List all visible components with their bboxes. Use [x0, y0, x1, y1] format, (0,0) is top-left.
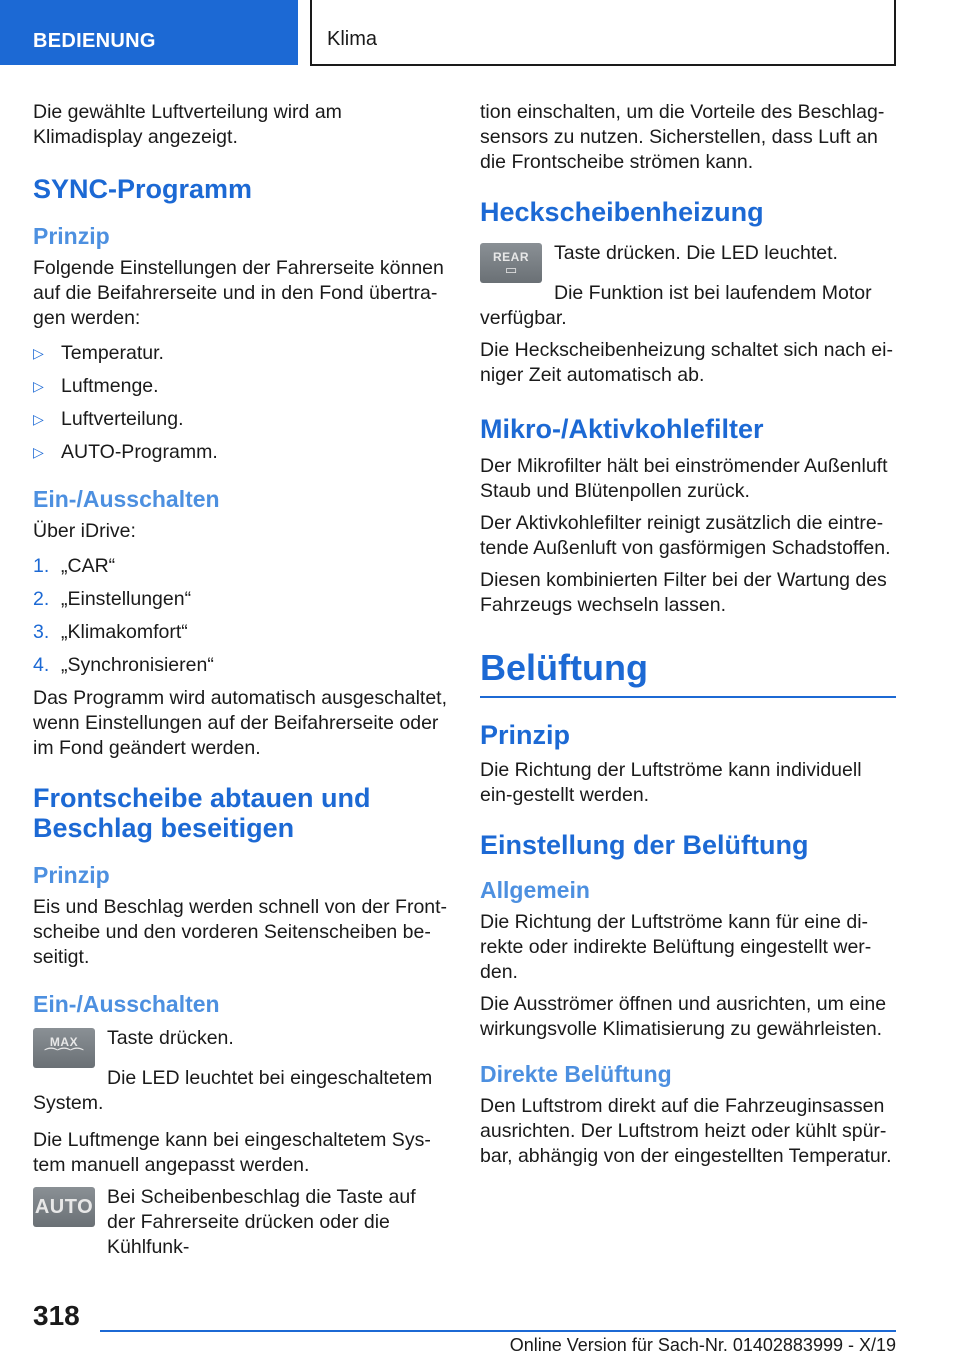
step-text: „Klimakomfort“: [61, 621, 188, 643]
rear-row: [480, 241, 896, 283]
list-item: [33, 341, 449, 366]
heck-heading: Heckscheibenheizung: [480, 197, 764, 227]
heck-text-1: Taste drücken. Die LED leuchtet.: [554, 242, 838, 264]
max-text-1: Taste drücken.: [107, 1027, 234, 1049]
mikro-p1: Der Mikrofilter hält bei einströmender Außenluft Staub und Blütenpollen zurück.: [480, 455, 888, 502]
sync-ein-text: Über iDrive:: [33, 520, 136, 542]
intro-paragraph: Die gewählte Luftverteilung wird am Klimadisplay angezeigt.: [33, 101, 342, 148]
sync-prinzip-heading: Prinzip: [33, 223, 110, 249]
allgemein-heading: Allgemein: [480, 877, 590, 903]
list-item: [33, 440, 449, 465]
sync-heading: SYNC-Programm: [33, 174, 253, 204]
front-prinzip-heading: Prinzip: [33, 862, 110, 888]
list-item-text: Temperatur.: [61, 342, 164, 364]
sync-note: Das Programm wird automatisch ausgeschaltet, wenn Einstellungen auf der Beifahrerseite oder im Fond geändert werden.: [33, 687, 448, 759]
rear-defrost-wave-icon: ▭: [504, 261, 518, 277]
list-item-text: AUTO-Programm.: [61, 441, 218, 463]
list-item: [33, 653, 449, 678]
section-tab: BEDIENUNG: [0, 0, 298, 65]
step-number: 4.: [33, 654, 50, 676]
list-item: [33, 620, 449, 645]
heck-text-2: Die Funktion ist bei laufendem Motor verfügbar.: [480, 282, 872, 329]
einstellung-heading: Einstellung der Belüftung: [480, 830, 809, 860]
list-item-text: Luftmenge.: [61, 375, 159, 397]
direkt-heading: Direkte Belüftung: [480, 1061, 672, 1087]
step-text: „Einstellungen“: [61, 588, 192, 610]
mikro-p3: Diesen kombinierten Filter bei der Wartung des Fahrzeugs wechseln lassen.: [480, 569, 887, 616]
front-prinzip-text: Eis und Beschlag werden schnell von der Front-scheibe und den vorderen Seitenscheiben be-seitigt.: [33, 896, 448, 968]
footer-divider: [100, 1330, 896, 1332]
page-number: 318: [33, 1300, 80, 1331]
allg-p1: Die Richtung der Luftströme kann für eine di-rekte oder indirekte Belüftung eingestellt wer-den.: [480, 911, 872, 983]
auto-text: Bei Scheibenbeschlag die Taste auf der Fahrerseite drücken oder die Kühlfunk-: [107, 1186, 416, 1258]
step-number: 3.: [33, 621, 50, 643]
direkt-text: Den Luftstrom direkt auf die Fahrzeuginsassen ausrichten. Der Luftstrom heizt oder kühlt spür-bar, abhängig von der eingestellten Temperatur.: [480, 1095, 892, 1167]
continued-text: tion einschalten, um die Vorteile des Beschlag-sensors zu nutzen. Sicherstellen, dass Luft an die Frontscheibe strömen kann.: [480, 101, 885, 173]
right-column: [480, 100, 896, 1176]
sync-prinzip-text: Folgende Einstellungen der Fahrerseite können auf die Beifahrerseite und in den Fond übertra-gen werden:: [33, 257, 444, 329]
step-text: „Synchronisieren“: [61, 654, 214, 676]
rear-defrost-button-icon: [480, 243, 542, 283]
bullet-triangle-icon: ▷: [33, 345, 44, 361]
left-column: [33, 100, 449, 1260]
step-number: 2.: [33, 588, 50, 610]
max-button-label: MAX: [49, 1034, 79, 1049]
step-number: 1.: [33, 555, 50, 577]
front-heading: Frontscheibe abtauen und Beschlag beseitigen: [33, 783, 371, 843]
heck-text-3: Die Heckscheibenheizung schaltet sich nach ei-niger Zeit automatisch ab.: [480, 339, 893, 386]
bel-prinzip-text: Die Richtung der Luftströme kann individuell ein-gestellt werden.: [480, 759, 862, 806]
bullet-triangle-icon: ▷: [33, 378, 44, 394]
rear-button-label: REAR: [492, 249, 529, 264]
mikro-p2: Der Aktivkohlefilter reinigt zusätzlich die eintre-tende Außenluft von gasförmigen Schadstoffen.: [480, 512, 891, 559]
sync-ein-heading: Ein-/Ausschalten: [33, 486, 220, 512]
max-text-2: Die LED leuchtet bei eingeschaltetem System.: [33, 1067, 433, 1114]
list-item: [33, 374, 449, 399]
footer-online-version: Online Version für Sach-Nr. 01402883999 - X/19: [509, 1335, 896, 1355]
allg-p2: Die Ausströmer öffnen und ausrichten, um eine wirkungsvolle Klimatisierung zu gewährleisten.: [480, 993, 887, 1040]
list-item-text: Luftverteilung.: [61, 408, 184, 430]
max-row: [33, 1026, 449, 1068]
rear-text: [554, 241, 838, 283]
list-item: [33, 554, 449, 579]
auto-row: [33, 1185, 449, 1260]
auto-button-label: AUTO: [34, 1196, 94, 1218]
bel-prinzip-heading: Prinzip: [480, 720, 571, 750]
max-text: [107, 1026, 234, 1068]
max-defrost-button-icon: [33, 1028, 95, 1068]
belueftung-heading: Belüftung: [480, 646, 896, 698]
front-ein-heading: Ein-/Ausschalten: [33, 991, 220, 1017]
bullet-triangle-icon: ▷: [33, 444, 44, 460]
list-item: [33, 407, 449, 432]
step-text: „CAR“: [61, 555, 116, 577]
auto-button-icon: [33, 1187, 95, 1227]
bullet-triangle-icon: ▷: [33, 411, 44, 427]
list-item: [33, 587, 449, 612]
chapter-title: Klima: [310, 0, 896, 66]
front-luftmenge: Die Luftmenge kann bei eingeschaltetem Sys-tem manuell angepasst werden.: [33, 1129, 431, 1176]
defrost-wave-icon: ⌒⌒⌒: [44, 1046, 84, 1062]
mikro-heading: Mikro-/Aktivkohlefilter: [480, 414, 764, 444]
